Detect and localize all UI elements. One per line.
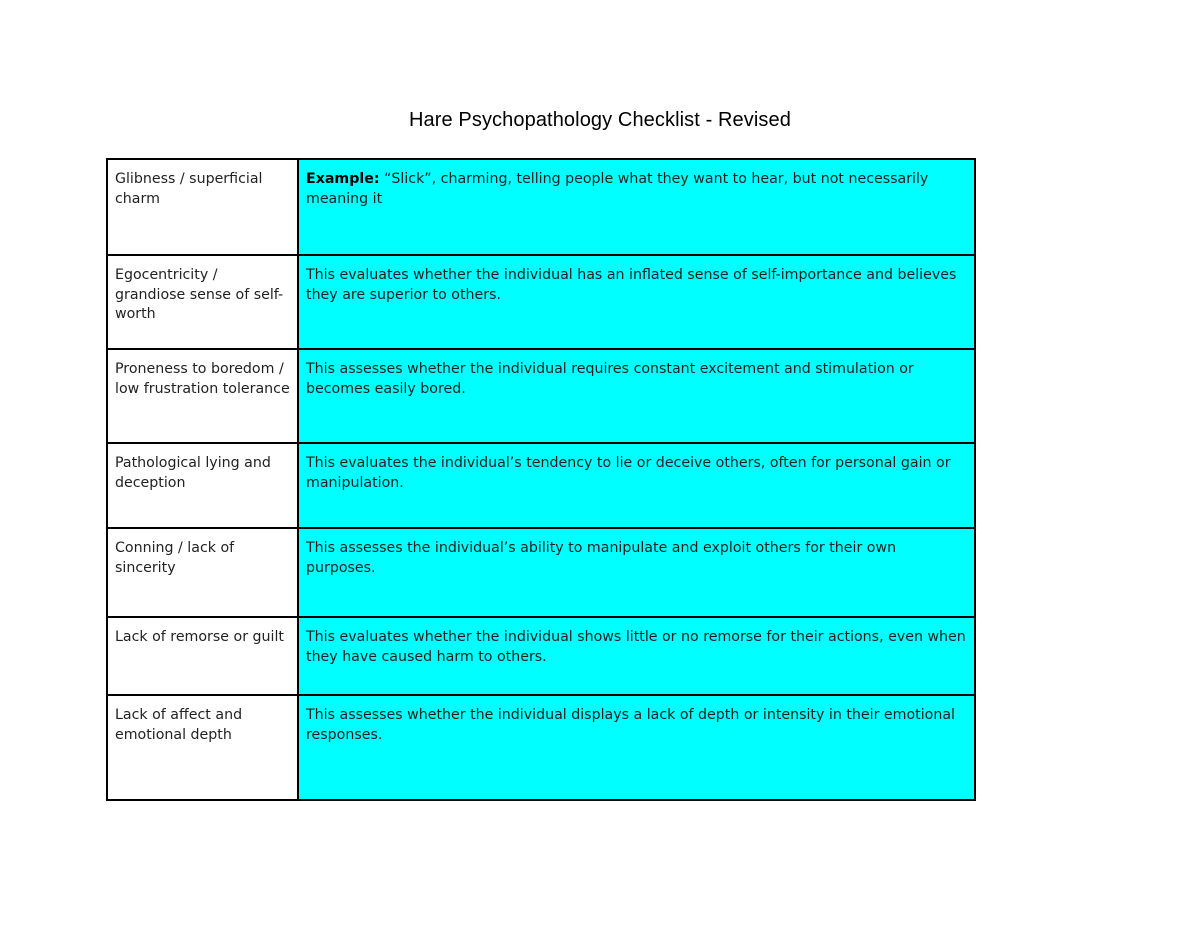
table-row: [107, 528, 975, 617]
table-row: [107, 617, 975, 695]
description-cell: This evaluates whether the individual has an inflated sense of self-importance and believes they are superior to others.: [298, 255, 975, 349]
table-row: [107, 349, 975, 443]
example-label: Example:: [306, 171, 380, 187]
description-text: “Slick”, charming, telling people what they want to hear, but not necessarily meaning it: [306, 171, 929, 207]
table-row: [107, 159, 975, 255]
trait-cell: Lack of remorse or guilt: [107, 617, 298, 695]
description-cell: [298, 159, 975, 255]
document-title: Hare Psychopathology Checklist - Revised: [409, 109, 791, 131]
trait-cell: Egocentricity / grandiose sense of self-worth: [107, 255, 298, 349]
trait-cell: Lack of affect and emotional depth: [107, 695, 298, 800]
trait-cell: Glibness / superficial charm: [107, 159, 298, 255]
description-cell: This assesses whether the individual displays a lack of depth or intensity in their emotional responses.: [298, 695, 975, 800]
checklist-table: [106, 158, 976, 801]
description-cell: This evaluates the individual’s tendency to lie or deceive others, often for personal gain or manipulation.: [298, 443, 975, 528]
trait-cell: Conning / lack of sincerity: [107, 528, 298, 617]
description-cell: This assesses the individual’s ability to manipulate and exploit others for their own purposes.: [298, 528, 975, 617]
trait-cell: Proneness to boredom / low frustration tolerance: [107, 349, 298, 443]
description-cell: This evaluates whether the individual shows little or no remorse for their actions, even when they have caused harm to others.: [298, 617, 975, 695]
table-row: [107, 695, 975, 800]
table-row: [107, 443, 975, 528]
table-row: [107, 255, 975, 349]
trait-cell: Pathological lying and deception: [107, 443, 298, 528]
description-cell: This assesses whether the individual requires constant excitement and stimulation or becomes easily bored.: [298, 349, 975, 443]
